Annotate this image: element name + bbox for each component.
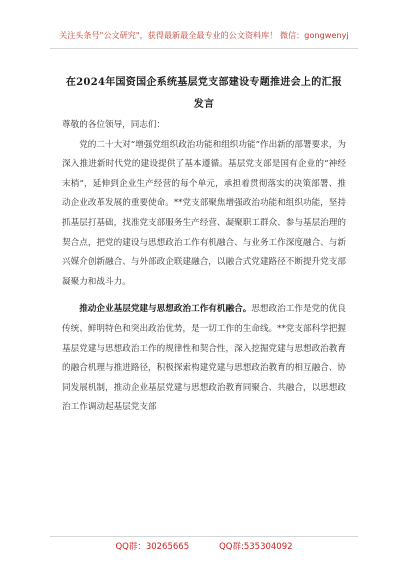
document-body xyxy=(62,116,346,418)
document-title: 在2024年国资国企系统基层党支部建设专题推进会上的汇报发言 xyxy=(65,77,343,110)
qq-group-1: QQ群：30265665 xyxy=(115,542,190,552)
header-divider xyxy=(50,48,358,49)
paragraph-2-lead: 推动企业基层党建与思想政治工作有机融合。 xyxy=(79,304,252,315)
qq-group-2: QQ群:535304092 xyxy=(219,542,293,552)
header-banner: 关注头条号"公文研究"，获得最新最全最专业的公文资料库！ 微信：gongwenyj xyxy=(59,31,349,40)
paragraph-1: 党的二十大对“增强党组织政治功能和组织功能”作出新的部署要求，为深入推进新时代党的建设提供了基本遵循。基层党支部是国有企业的“神经末梢”，延伸到企业生产经营的每个单元，承担着贯彻落实的决策部署、推动企业改革发展的重要使命。**党支部聚焦增强政治功能和组织功能，坚持抓基层打基础，找准党支部服务生产经营、凝聚职工群众、参与基层治理的契合点，把党的建设与思想政治工作有机融合、与业务工作深度融合、与新兴媒介创新融合、与外部政企联建融合，以融合式党建路径不断提升党支部凝聚力和战斗力。 xyxy=(62,139,346,287)
paragraph-2-body: 思想政治工作是党的优良传统、鲜明特色和突出政治优势，是一切工作的生命线。**党支部科学把握基层党建与思想政治工作的规律性和契合性，深入挖掘党建与思想政治教育的融合机理与推进路径，积极探索构建党建与思想政治教育的相互融合、协同发展机制，推动企业基层党建与思想政治教育同聚合、共融合，以思想政治工作调动起基层党支部 xyxy=(62,304,346,413)
salutation: 尊敬的各位领导，同志们： xyxy=(62,120,166,130)
paragraph-2 xyxy=(62,300,346,418)
footer-divider xyxy=(50,536,358,537)
footer-contact xyxy=(50,540,358,552)
